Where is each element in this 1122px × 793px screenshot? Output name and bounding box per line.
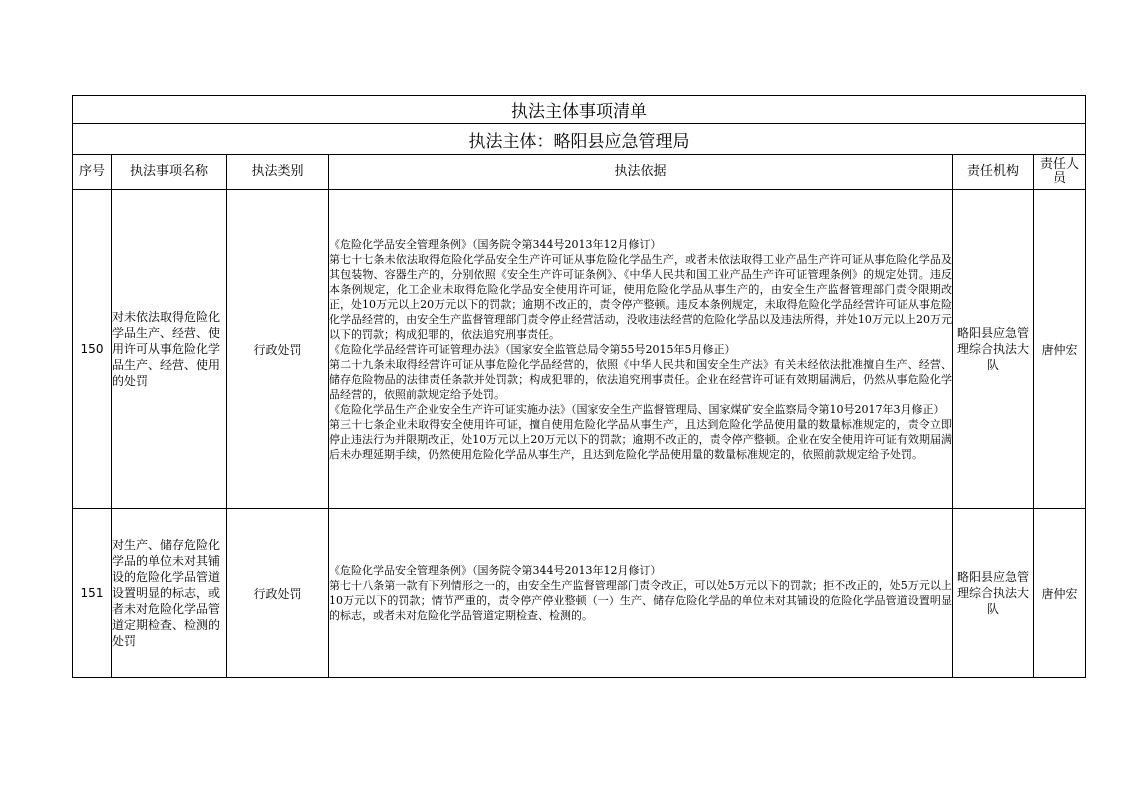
basis-line: 第三十七条企业未取得安全使用许可证，擅自使用危险化学品从事生产，且达到危险化学品使用量的数量标准规定的，责令立即停止违法行为并限期改正，处10万元以上20万元以下的罚款；逾期不改正的，责令停产整顿。企业在安全使用许可证有效期届满后未办理延期手续，仍然使用危险化学品从事生产，且达到危险化学品使用量的数量标准规定的，依照前款规定给予处罚。 — [329, 417, 952, 461]
basis-line: 《危险化学品安全管理条例》（国务院令第344号2013年12月修订） — [329, 237, 662, 251]
page-subtitle: 执法主体：略阳县应急管理局 — [73, 124, 1086, 155]
row-org: 略阳县应急管理综合执法大队 — [953, 509, 1034, 678]
table-row — [73, 509, 1086, 678]
header-row — [73, 155, 1086, 190]
row-org: 略阳县应急管理综合执法大队 — [953, 190, 1034, 509]
row-item-name: 对生产、储存危险化学品的单位未对其铺设的危险化学品管道设置明显的标志，或者未对危险化学品管道定期检查、检测的处罚 — [112, 509, 227, 678]
header-org: 责任机构 — [953, 155, 1034, 190]
header-type: 执法类别 — [227, 155, 329, 190]
header-name: 执法事项名称 — [112, 155, 227, 190]
item-list-table — [72, 95, 1086, 678]
header-person: 责任人员 — [1034, 155, 1086, 190]
page-title: 执法主体事项清单 — [73, 96, 1086, 124]
header-no: 序号 — [73, 155, 112, 190]
row-person: 唐仲宏 — [1034, 190, 1086, 509]
row-no: 151 — [73, 509, 112, 678]
row-no: 150 — [73, 190, 112, 509]
row-person: 唐仲宏 — [1034, 509, 1086, 678]
row-basis — [329, 190, 953, 509]
basis-line: 第七十七条未依法取得危险化学品安全生产许可证从事危险化学品生产，或者未依法取得工业产品生产许可证从事危险化学品及其包装物、容器生产的，分别依照《安全生产许可证条例》、《中华人民共和国工业产品生产许可证管理条例》的规定处罚。违反本条例规定，化工企业未取得危险化学品安全使用许可证，使用危险化学品从事生产的，由安全生产监督管理部门责令限期改正，处10万元以上20万元以下的罚款；逾期不改正的，责令停产整顿。违反本条例规定，未取得危险化学品经营许可证从事危险化学品经营的，由安全生产监督管理部门责令停止经营活动，没收违法经营的危险化学品以及违法所得，并处10万元以上20万元以下的罚款；构成犯罪的，依法追究刑事责任。 — [329, 252, 952, 341]
basis-line: 第二十九条未取得经营许可证从事危险化学品经营的，依照《中华人民共和国安全生产法》有关未经依法批准擅自生产、经营、储存危险物品的法律责任条款并处罚款；构成犯罪的，依法追究刑事责任。企业在经营许可证有效期届满后，仍然从事危险化学品经营的，依照前款规定给予处罚。 — [329, 357, 952, 401]
table-row — [73, 190, 1086, 509]
header-basis: 执法依据 — [329, 155, 953, 190]
row-type: 行政处罚 — [227, 190, 329, 509]
basis-line: 《危险化学品生产企业安全生产许可证实施办法》（国家安全生产监督管理局、国家煤矿安全监察局令第10号2017年3月修正） — [329, 402, 945, 416]
basis-line: 《危险化学品安全管理条例》（国务院令第344号2013年12月修订） — [329, 564, 662, 577]
row-item-name: 对未依法取得危险化学品生产、经营、使用许可从事危险化学品生产、经营、使用的处罚 — [112, 190, 227, 509]
row-basis — [329, 509, 953, 678]
basis-line: 第七十八条第一款有下列情形之一的，由安全生产监督管理部门责令改正，可以处5万元以下的罚款；拒不改正的，处5万元以上10万元以下的罚款；情节严重的，责令停产停业整顿（一）生产、储存危险化学品的单位未对其铺设的危险化学品管道设置明显的标志，或者未对危险化学品管道定期检查、检测的。 — [329, 579, 952, 622]
basis-line: 《危险化学品经营许可证管理办法》（国家安全监管总局令第55号2015年5月修正） — [329, 342, 736, 356]
row-type: 行政处罚 — [227, 509, 329, 678]
